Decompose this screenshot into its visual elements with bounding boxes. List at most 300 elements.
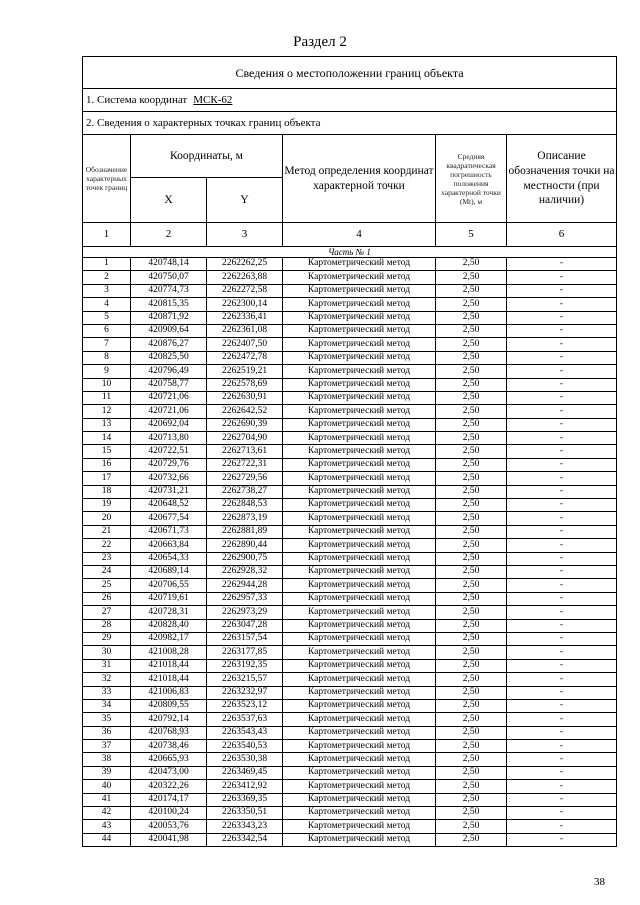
x-coordinate-cell: 420750,07 — [131, 271, 207, 284]
point-number-cell: 24 — [83, 565, 131, 578]
accuracy-cell: 2,50 — [436, 565, 507, 578]
table-row — [83, 726, 617, 739]
y-coordinate-cell: 2262944,28 — [207, 579, 283, 592]
description-cell: - — [507, 793, 617, 806]
table-row — [83, 686, 617, 699]
method-cell: Картометрический метод — [283, 418, 436, 431]
part-row — [83, 247, 617, 258]
method-cell: Картометрический метод — [283, 699, 436, 712]
description-cell: - — [507, 512, 617, 525]
point-number-cell: 12 — [83, 405, 131, 418]
section-title: Раздел 2 — [293, 34, 347, 50]
y-coordinate-cell: 2263350,51 — [207, 807, 283, 820]
table-row — [83, 432, 617, 445]
description-cell: - — [507, 445, 617, 458]
y-coordinate-cell: 2262642,52 — [207, 405, 283, 418]
accuracy-cell: 2,50 — [436, 726, 507, 739]
y-coordinate-cell: 2263215,57 — [207, 673, 283, 686]
accuracy-cell: 2,50 — [436, 793, 507, 806]
method-cell: Картометрический метод — [283, 258, 436, 271]
table-row — [83, 659, 617, 672]
description-cell: - — [507, 432, 617, 445]
table-row — [83, 271, 617, 284]
method-cell: Картометрический метод — [283, 632, 436, 645]
y-coordinate-cell: 2262336,41 — [207, 311, 283, 324]
method-cell: Картометрический метод — [283, 391, 436, 404]
method-cell: Картометрический метод — [283, 298, 436, 311]
accuracy-cell: 2,50 — [436, 780, 507, 793]
method-cell: Картометрический метод — [283, 405, 436, 418]
x-coordinate-cell: 420721,06 — [131, 391, 207, 404]
table-row — [83, 820, 617, 833]
column-number: 6 — [507, 223, 617, 247]
point-number-cell: 31 — [83, 659, 131, 672]
method-cell: Картометрический метод — [283, 592, 436, 605]
table-row — [83, 673, 617, 686]
y-coordinate-cell: 2263540,53 — [207, 740, 283, 753]
description-cell: - — [507, 311, 617, 324]
header-accuracy: Средняя квадратическая погрешность положения характерной точки (Mt), м — [436, 135, 507, 223]
method-cell: Картометрический метод — [283, 686, 436, 699]
description-cell: - — [507, 699, 617, 712]
x-coordinate-cell: 420663,84 — [131, 539, 207, 552]
accuracy-cell: 2,50 — [436, 753, 507, 766]
description-cell: - — [507, 552, 617, 565]
point-number-cell: 9 — [83, 365, 131, 378]
y-coordinate-cell: 2262519,21 — [207, 365, 283, 378]
x-coordinate-cell: 420100,24 — [131, 807, 207, 820]
method-cell: Картометрический метод — [283, 351, 436, 364]
point-number-cell: 22 — [83, 539, 131, 552]
point-number-cell: 38 — [83, 753, 131, 766]
accuracy-cell: 2,50 — [436, 686, 507, 699]
x-coordinate-cell: 420909,64 — [131, 324, 207, 337]
x-coordinate-cell: 420738,46 — [131, 740, 207, 753]
accuracy-cell: 2,50 — [436, 646, 507, 659]
table-row — [83, 753, 617, 766]
x-coordinate-cell: 420815,35 — [131, 298, 207, 311]
description-cell: - — [507, 606, 617, 619]
description-cell: - — [507, 632, 617, 645]
point-number-cell: 33 — [83, 686, 131, 699]
table-row — [83, 458, 617, 471]
y-coordinate-cell: 2262881,89 — [207, 525, 283, 538]
table-row — [83, 646, 617, 659]
table-row — [83, 632, 617, 645]
x-coordinate-cell: 420677,54 — [131, 512, 207, 525]
y-coordinate-cell: 2262300,14 — [207, 298, 283, 311]
method-cell: Картометрический метод — [283, 432, 436, 445]
y-coordinate-cell: 2262472,78 — [207, 351, 283, 364]
method-cell: Картометрический метод — [283, 271, 436, 284]
y-coordinate-cell: 2263543,43 — [207, 726, 283, 739]
header-description: Описание обозначения точки на местности (при наличии) — [507, 135, 617, 223]
accuracy-cell: 2,50 — [436, 606, 507, 619]
table-title-row — [83, 57, 617, 89]
description-cell: - — [507, 271, 617, 284]
x-coordinate-cell: 421018,44 — [131, 673, 207, 686]
method-cell: Картометрический метод — [283, 833, 436, 846]
y-coordinate-cell: 2263412,92 — [207, 780, 283, 793]
table-row — [83, 378, 617, 391]
point-number-cell: 41 — [83, 793, 131, 806]
accuracy-cell: 2,50 — [436, 351, 507, 364]
point-number-cell: 3 — [83, 284, 131, 297]
point-number-cell: 34 — [83, 699, 131, 712]
x-coordinate-cell: 420748,14 — [131, 258, 207, 271]
y-coordinate-cell: 2263192,35 — [207, 659, 283, 672]
point-number-cell: 29 — [83, 632, 131, 645]
table-row — [83, 619, 617, 632]
description-cell: - — [507, 298, 617, 311]
method-cell: Картометрический метод — [283, 552, 436, 565]
y-coordinate-cell: 2263369,35 — [207, 793, 283, 806]
method-cell: Картометрический метод — [283, 284, 436, 297]
description-cell: - — [507, 258, 617, 271]
x-coordinate-cell: 420825,50 — [131, 351, 207, 364]
table-row — [83, 592, 617, 605]
x-coordinate-cell: 420713,80 — [131, 432, 207, 445]
accuracy-cell: 2,50 — [436, 512, 507, 525]
y-coordinate-cell: 2262900,75 — [207, 552, 283, 565]
description-cell: - — [507, 405, 617, 418]
description-cell: - — [507, 579, 617, 592]
accuracy-cell: 2,50 — [436, 418, 507, 431]
table-row — [83, 485, 617, 498]
accuracy-cell: 2,50 — [436, 820, 507, 833]
method-cell: Картометрический метод — [283, 606, 436, 619]
description-cell: - — [507, 338, 617, 351]
description-cell: - — [507, 499, 617, 512]
x-coordinate-cell: 420174,17 — [131, 793, 207, 806]
table-row — [83, 298, 617, 311]
description-cell: - — [507, 713, 617, 726]
point-number-cell: 44 — [83, 833, 131, 846]
table-row — [83, 833, 617, 846]
point-number-cell: 25 — [83, 579, 131, 592]
x-coordinate-cell: 420719,61 — [131, 592, 207, 605]
method-cell: Картометрический метод — [283, 485, 436, 498]
y-coordinate-cell: 2263047,28 — [207, 619, 283, 632]
accuracy-cell: 2,50 — [436, 499, 507, 512]
method-cell: Картометрический метод — [283, 472, 436, 485]
table-row — [83, 499, 617, 512]
description-cell: - — [507, 673, 617, 686]
table-row — [83, 405, 617, 418]
method-cell: Картометрический метод — [283, 338, 436, 351]
table-row — [83, 807, 617, 820]
table-row — [83, 780, 617, 793]
table-row — [83, 284, 617, 297]
coordinate-system-cell — [83, 89, 617, 112]
x-coordinate-cell: 420722,51 — [131, 445, 207, 458]
description-cell: - — [507, 351, 617, 364]
y-coordinate-cell: 2262729,56 — [207, 472, 283, 485]
x-coordinate-cell: 420728,31 — [131, 606, 207, 619]
y-coordinate-cell: 2262262,25 — [207, 258, 283, 271]
header-y: Y — [207, 178, 283, 223]
point-number-cell: 2 — [83, 271, 131, 284]
y-coordinate-cell: 2262361,08 — [207, 324, 283, 337]
method-cell: Картометрический метод — [283, 713, 436, 726]
table-row — [83, 351, 617, 364]
description-cell: - — [507, 418, 617, 431]
x-coordinate-cell: 420654,33 — [131, 552, 207, 565]
y-coordinate-cell: 2263157,54 — [207, 632, 283, 645]
accuracy-cell: 2,50 — [436, 579, 507, 592]
description-cell: - — [507, 391, 617, 404]
x-coordinate-cell: 420876,27 — [131, 338, 207, 351]
table-row — [83, 793, 617, 806]
description-cell: - — [507, 833, 617, 846]
description-cell: - — [507, 525, 617, 538]
point-number-cell: 40 — [83, 780, 131, 793]
point-number-cell: 13 — [83, 418, 131, 431]
x-coordinate-cell: 420053,76 — [131, 820, 207, 833]
point-number-cell: 6 — [83, 324, 131, 337]
method-cell: Картометрический метод — [283, 579, 436, 592]
point-number-cell: 8 — [83, 351, 131, 364]
point-number-cell: 14 — [83, 432, 131, 445]
characteristic-points-label: 2. Сведения о характерных точках границ объекта — [83, 112, 617, 135]
description-cell: - — [507, 472, 617, 485]
part-label: Часть № 1 — [83, 247, 617, 258]
x-coordinate-cell: 420689,14 — [131, 565, 207, 578]
accuracy-cell: 2,50 — [436, 284, 507, 297]
accuracy-cell: 2,50 — [436, 807, 507, 820]
accuracy-cell: 2,50 — [436, 659, 507, 672]
characteristic-points-row — [83, 112, 617, 135]
description-cell: - — [507, 753, 617, 766]
description-cell: - — [507, 565, 617, 578]
header-coordinates: Координаты, м — [131, 135, 283, 178]
accuracy-cell: 2,50 — [436, 311, 507, 324]
accuracy-cell: 2,50 — [436, 673, 507, 686]
y-coordinate-cell: 2262873,19 — [207, 512, 283, 525]
y-coordinate-cell: 2262407,50 — [207, 338, 283, 351]
table-row — [83, 391, 617, 404]
accuracy-cell: 2,50 — [436, 485, 507, 498]
header-method: Метод определения координат характерной точки — [283, 135, 436, 223]
y-coordinate-cell: 2263177,85 — [207, 646, 283, 659]
method-cell: Картометрический метод — [283, 565, 436, 578]
column-number: 1 — [83, 223, 131, 247]
y-coordinate-cell: 2262713,61 — [207, 445, 283, 458]
method-cell: Картометрический метод — [283, 807, 436, 820]
accuracy-cell: 2,50 — [436, 324, 507, 337]
accuracy-cell: 2,50 — [436, 472, 507, 485]
method-cell: Картометрический метод — [283, 512, 436, 525]
y-coordinate-cell: 2262578,69 — [207, 378, 283, 391]
description-cell: - — [507, 726, 617, 739]
x-coordinate-cell: 420828,40 — [131, 619, 207, 632]
description-cell: - — [507, 539, 617, 552]
method-cell: Картометрический метод — [283, 525, 436, 538]
method-cell: Картометрический метод — [283, 539, 436, 552]
method-cell: Картометрический метод — [283, 820, 436, 833]
method-cell: Картометрический метод — [283, 499, 436, 512]
x-coordinate-cell: 420731,21 — [131, 485, 207, 498]
accuracy-cell: 2,50 — [436, 833, 507, 846]
accuracy-cell: 2,50 — [436, 432, 507, 445]
y-coordinate-cell: 2263342,54 — [207, 833, 283, 846]
point-number-cell: 21 — [83, 525, 131, 538]
accuracy-cell: 2,50 — [436, 539, 507, 552]
table-row — [83, 740, 617, 753]
method-cell: Картометрический метод — [283, 753, 436, 766]
table-row — [83, 365, 617, 378]
description-cell: - — [507, 378, 617, 391]
description-cell: - — [507, 820, 617, 833]
x-coordinate-cell: 420706,55 — [131, 579, 207, 592]
accuracy-cell: 2,50 — [436, 391, 507, 404]
accuracy-cell: 2,50 — [436, 338, 507, 351]
y-coordinate-cell: 2263530,38 — [207, 753, 283, 766]
x-coordinate-cell: 420732,66 — [131, 472, 207, 485]
y-coordinate-cell: 2262704,90 — [207, 432, 283, 445]
point-number-cell: 32 — [83, 673, 131, 686]
description-cell: - — [507, 659, 617, 672]
accuracy-cell: 2,50 — [436, 365, 507, 378]
column-number: 2 — [131, 223, 207, 247]
y-coordinate-cell: 2262973,29 — [207, 606, 283, 619]
table-row — [83, 418, 617, 431]
y-coordinate-cell: 2263523,12 — [207, 699, 283, 712]
y-coordinate-cell: 2262722,31 — [207, 458, 283, 471]
description-cell: - — [507, 766, 617, 779]
accuracy-cell: 2,50 — [436, 619, 507, 632]
boundary-points-table — [82, 56, 617, 847]
point-number-cell: 4 — [83, 298, 131, 311]
method-cell: Картометрический метод — [283, 766, 436, 779]
description-cell: - — [507, 485, 617, 498]
x-coordinate-cell: 420041,98 — [131, 833, 207, 846]
description-cell: - — [507, 365, 617, 378]
y-coordinate-cell: 2263232,97 — [207, 686, 283, 699]
point-number-cell: 28 — [83, 619, 131, 632]
method-cell: Картометрический метод — [283, 780, 436, 793]
x-coordinate-cell: 420809,55 — [131, 699, 207, 712]
page-number: 38 — [594, 876, 605, 888]
method-cell: Картометрический метод — [283, 619, 436, 632]
y-coordinate-cell: 2262928,32 — [207, 565, 283, 578]
method-cell: Картометрический метод — [283, 458, 436, 471]
point-number-cell: 16 — [83, 458, 131, 471]
x-coordinate-cell: 420473,00 — [131, 766, 207, 779]
table-row — [83, 552, 617, 565]
point-number-cell: 43 — [83, 820, 131, 833]
method-cell: Картометрический метод — [283, 726, 436, 739]
method-cell: Картометрический метод — [283, 646, 436, 659]
point-number-cell: 27 — [83, 606, 131, 619]
y-coordinate-cell: 2263343,23 — [207, 820, 283, 833]
x-coordinate-cell: 420671,73 — [131, 525, 207, 538]
description-cell: - — [507, 646, 617, 659]
method-cell: Картометрический метод — [283, 659, 436, 672]
point-number-cell: 20 — [83, 512, 131, 525]
description-cell: - — [507, 619, 617, 632]
accuracy-cell: 2,50 — [436, 766, 507, 779]
method-cell: Картометрический метод — [283, 793, 436, 806]
table-row — [83, 713, 617, 726]
y-coordinate-cell: 2262272,58 — [207, 284, 283, 297]
table-row — [83, 525, 617, 538]
accuracy-cell: 2,50 — [436, 525, 507, 538]
table-row — [83, 539, 617, 552]
column-number: 3 — [207, 223, 283, 247]
table-row — [83, 766, 617, 779]
coordinate-system-value: МСК-62 — [193, 93, 233, 106]
method-cell: Картометрический метод — [283, 673, 436, 686]
x-coordinate-cell: 420792,14 — [131, 713, 207, 726]
table-row — [83, 579, 617, 592]
table-title: Сведения о местоположении границ объекта — [83, 57, 617, 89]
table-row — [83, 258, 617, 271]
x-coordinate-cell: 421018,44 — [131, 659, 207, 672]
y-coordinate-cell: 2262848,53 — [207, 499, 283, 512]
point-number-cell: 30 — [83, 646, 131, 659]
table-row — [83, 565, 617, 578]
accuracy-cell: 2,50 — [436, 378, 507, 391]
description-cell: - — [507, 740, 617, 753]
column-number: 5 — [436, 223, 507, 247]
point-number-cell: 42 — [83, 807, 131, 820]
point-number-cell: 23 — [83, 552, 131, 565]
accuracy-cell: 2,50 — [436, 552, 507, 565]
x-coordinate-cell: 420796,49 — [131, 365, 207, 378]
description-cell: - — [507, 458, 617, 471]
x-coordinate-cell: 420774,73 — [131, 284, 207, 297]
method-cell: Картометрический метод — [283, 378, 436, 391]
y-coordinate-cell: 2262690,39 — [207, 418, 283, 431]
x-coordinate-cell: 420758,77 — [131, 378, 207, 391]
x-coordinate-cell: 420729,76 — [131, 458, 207, 471]
point-number-cell: 35 — [83, 713, 131, 726]
point-number-cell: 17 — [83, 472, 131, 485]
x-coordinate-cell: 421006,83 — [131, 686, 207, 699]
y-coordinate-cell: 2262630,91 — [207, 391, 283, 404]
table-row — [83, 311, 617, 324]
x-coordinate-cell: 420871,92 — [131, 311, 207, 324]
column-number: 4 — [283, 223, 436, 247]
point-number-cell: 7 — [83, 338, 131, 351]
column-number-row — [83, 223, 617, 247]
accuracy-cell: 2,50 — [436, 405, 507, 418]
x-coordinate-cell: 420768,93 — [131, 726, 207, 739]
method-cell: Картометрический метод — [283, 311, 436, 324]
accuracy-cell: 2,50 — [436, 632, 507, 645]
description-cell: - — [507, 284, 617, 297]
y-coordinate-cell: 2263469,45 — [207, 766, 283, 779]
y-coordinate-cell: 2262263,88 — [207, 271, 283, 284]
accuracy-cell: 2,50 — [436, 258, 507, 271]
table-row — [83, 699, 617, 712]
table-row — [83, 338, 617, 351]
y-coordinate-cell: 2262957,33 — [207, 592, 283, 605]
method-cell: Картометрический метод — [283, 445, 436, 458]
header-row — [83, 135, 617, 178]
x-coordinate-cell: 421008,28 — [131, 646, 207, 659]
table-row — [83, 445, 617, 458]
description-cell: - — [507, 780, 617, 793]
table-row — [83, 512, 617, 525]
description-cell: - — [507, 686, 617, 699]
x-coordinate-cell: 420692,04 — [131, 418, 207, 431]
x-coordinate-cell: 420982,17 — [131, 632, 207, 645]
point-number-cell: 18 — [83, 485, 131, 498]
point-number-cell: 10 — [83, 378, 131, 391]
table-row — [83, 324, 617, 337]
